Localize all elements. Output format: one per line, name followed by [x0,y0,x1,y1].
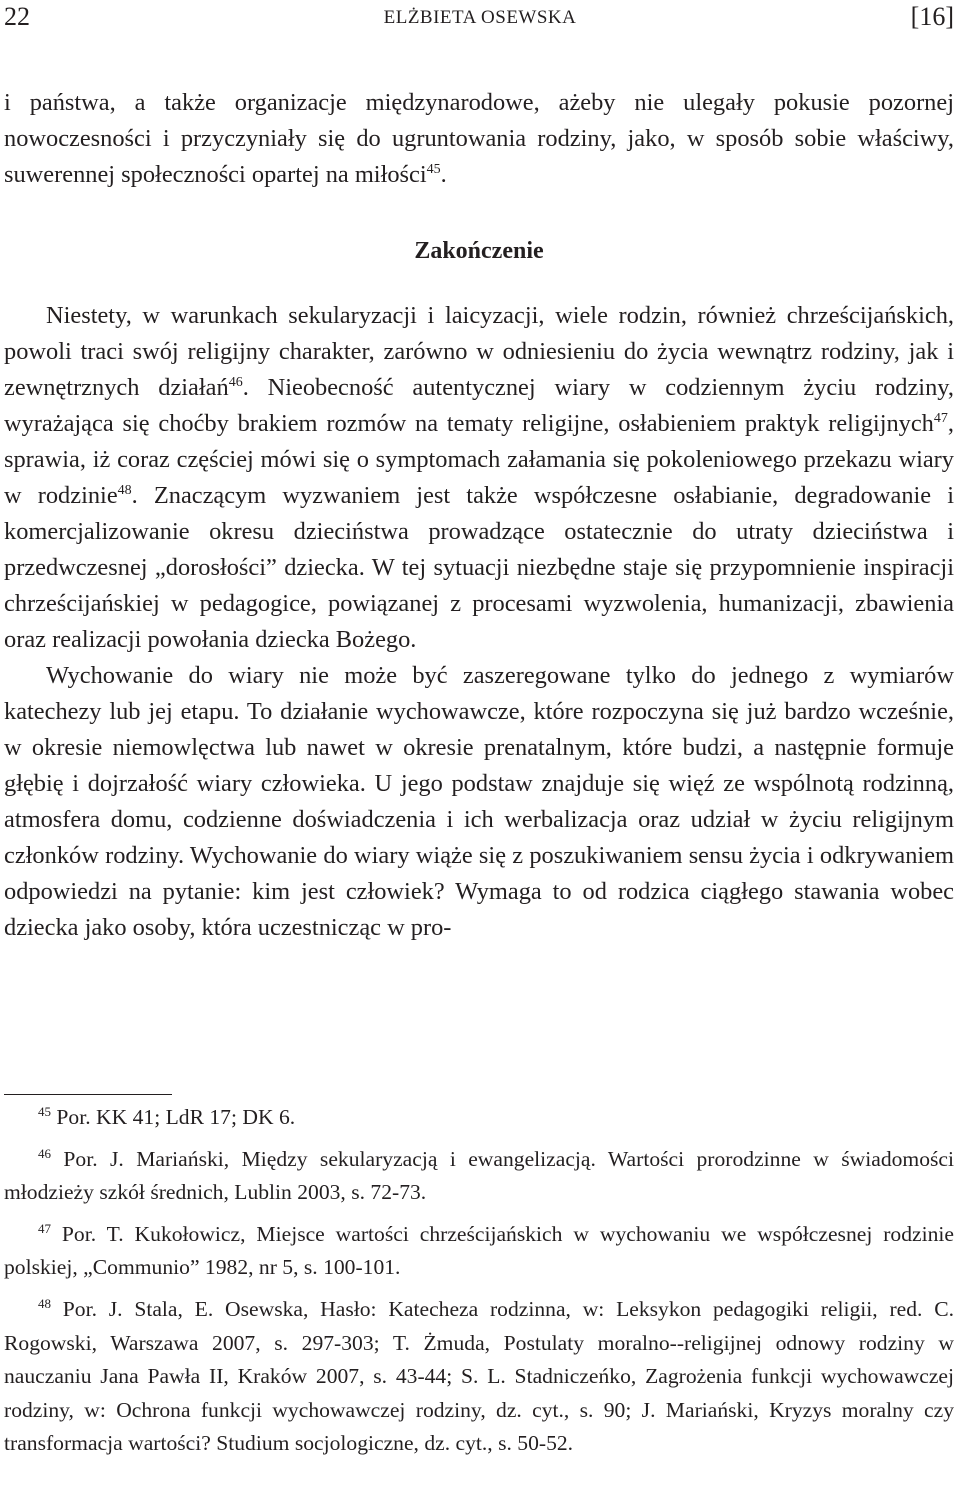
footnote-text: Por. T. Kukołowicz, Miejsce wartości chrześcijańskich w wychowaniu we współczesnej rodzinie polskiej, „Communio” 1982, nr 5, s. 100-101. [4,1221,954,1280]
running-head-author: ELŻBIETA OSEWSKA [383,7,577,28]
footnote-ref-45[interactable]: 45 [426,161,441,177]
para1-part1: Niestety, w warunkach sekularyzacji i laicyzacji, wiele rodzin, również chrześcijańskich, powoli traci swój religijny charakter, zarówno w odniesieniu do życia wewnątrz rodziny, jak i zewnętrznych działań [4,302,954,401]
footnote-separator [4,1094,172,1095]
intro-end: . [440,161,447,188]
footnote-text: Por. J. Mariański, Między sekularyzacją i ewangelizacją. Wartości prorodzinne w świadomości młodzieży szkół średnich, Lublin 2003, s. 72-73. [4,1146,954,1205]
page-number: 22 [4,2,30,31]
footnote-number: 45 [38,1103,51,1119]
footnote-text: Por. KK 41; LdR 17; DK 6. [56,1105,296,1129]
footnote-47 [4,1218,954,1285]
para1-part3: , sprawia, iż coraz częściej mówi się o symptomach załamania się pokoleniowego przekazu wiary w rodzinie [4,410,954,509]
main-text [4,85,954,946]
footnote-48 [4,1293,954,1461]
footnote-ref-48[interactable]: 48 [117,482,132,498]
conclusion-paragraph-2: Wychowanie do wiary nie może być zaszeregowane tylko do jednego z wymiarów katechezy lub jej etapu. To działanie wychowawcze, które rozpoczyna się już bardzo wcześnie, w okresie niemowlęctwa lub nawet w okresie prenatalnym, które budzi, a następnie formuje głębię i dojrzałość wiary człowieka. U jego podstaw znajduje się więź ze wspólnotą rodzinną, atmosfera domu, codzienne doświadczenia i ich werbalizacja oraz udział w życiu religijnym członków rodziny. Wychowanie do wiary wiąże się z poszukiwaniem sensu życia i odkrywaniem odpowiedzi na pytanie: kim jest człowiek? Wymaga to od rodzica ciągłego stawania wobec dziecka jako osoby, która uczestnicząc w pro- [4,662,954,941]
footnote-ref-46[interactable]: 46 [228,374,243,390]
footnote-46 [4,1143,954,1210]
running-header [0,0,960,36]
intro-text: i państwa, a także organizacje międzynarodowe, ażeby nie ulegały pokusie pozornej nowoczesności i przyczyniały się do ugruntowania rodziny, jako, w sposób sobie właściwy, suwerennej społeczności opartej na miłości [4,89,954,188]
conclusion-paragraph-1 [4,298,954,658]
footnote-45 [4,1101,954,1135]
footnotes [4,1101,954,1461]
footnote-number: 48 [38,1295,51,1311]
footnote-number: 46 [38,1145,51,1161]
para1-part4: . Znaczącym wyzwaniem jest także współczesne osłabianie, degradowanie i komercjalizowanie okresu dzieciństwa prowadzące ostatecznie do utraty dzieciństwa i przedwczesnej „dorosłości” dziecka. W tej sytuacji niezbędne staje się przypomnienie inspiracji chrześcijańskiej w pedagogice, powiązanej z procesami wyzwolenia, humanizacji, zbawienia oraz realizacji powołania dziecka Bożego. [4,482,954,653]
section-heading: Zakończenie [414,238,544,264]
footnote-number: 47 [38,1220,51,1236]
page-code: [16] [910,2,954,31]
footnote-ref-47[interactable]: 47 [933,410,948,426]
para1-part2: . Nieobecność autentycznej wiary w codziennym życiu rodziny, wyrażająca się choćby brakiem rozmów na tematy religijne, osłabieniem praktyk religijnych [4,374,954,437]
footnote-text: Por. J. Stala, E. Osewska, Hasło: Katecheza rodzinna, w: Leksykon pedagogiki religii, red. C. Rogowski, Warszawa 2007, s. 297-303; T. Żmuda, Postulaty moralno--religijnej odnowy rodziny w nauczaniu Jana Pawła II, Kraków 2007, s. 43-44; S. L. Stadniczeńko, Zagrożenia funkcji wychowawczej rodziny, w: Ochrona funkcji wychowawczej rodziny, dz. cyt., s. 90; J. Mariański, Kryzys moralny czy transformacja wartości? Studium socjologiczne, dz. cyt., s. 50-52. [4,1296,955,1456]
intro-paragraph [4,85,954,193]
